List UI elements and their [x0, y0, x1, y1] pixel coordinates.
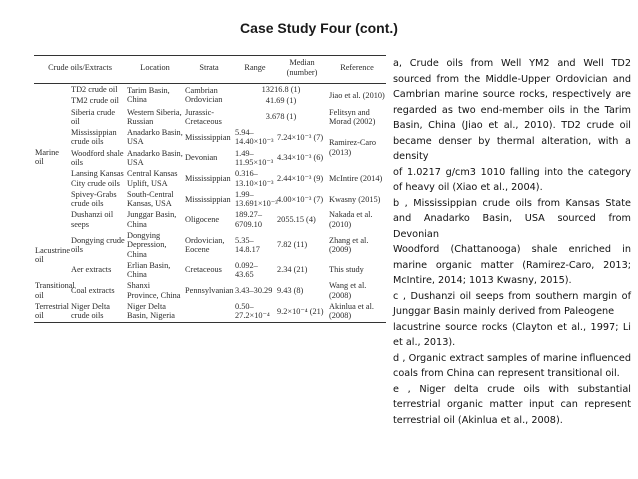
- cell-median: 9.43 (8): [277, 286, 304, 296]
- cell-name: Niger Delta crude oils: [71, 301, 110, 321]
- cell-range: 0.50–27.2×10⁻⁴: [235, 301, 270, 321]
- note-paragraph: a, Crude oils from Well YM2 and Well TD2 sourced from the Middle-Upper Ordovician and Cambrian marine source rocks, respectively are regarded as two end-member oils in the Tarim Basin, China (Jiao et al., 2010). TD2 crude oil became denser by thermal alteration, with a density: [393, 58, 631, 162]
- cell-name: TM2 crude oil: [71, 96, 119, 106]
- cell-name: Spivey-Grabs crude oils: [71, 189, 117, 209]
- cell-range: 5.35–14.8.17: [235, 235, 260, 254]
- note-paragraph: d , Organic extract samples of marine influenced coals from China can represent transitional oil.: [393, 352, 631, 379]
- cell-range: 13216.8 (1): [261, 85, 301, 95]
- cell-name: Dushanzi oil seeps: [71, 210, 114, 229]
- cell-median: 2.34 (21): [277, 265, 308, 275]
- note-paragraph: of 1.0217 g/cm3 1010 falling into the category of heavy oil (Xiao et al., 2004).: [393, 166, 631, 193]
- header-crude-oils: Crude oils/Extracts: [48, 62, 112, 72]
- cell-name: Coal extracts: [71, 286, 115, 296]
- table-row: [34, 230, 386, 260]
- table-row: [34, 107, 386, 128]
- note-paragraph: b , Mississippian crude oils from Kansas State and Anadarko Basin, USA sourced from Devonian: [393, 197, 631, 240]
- header-range: Range: [244, 62, 266, 72]
- table-row: [34, 127, 386, 148]
- cell-strata: Cretaceous: [185, 265, 222, 275]
- cell-reference: Kwasny (2015): [329, 194, 381, 204]
- note-paragraph: e , Niger delta crude oils with substantial terrestrial organic matter input can represent terrestrial oil (Akinlua et al., 2008).: [393, 383, 631, 426]
- crude-oil-table: [34, 55, 386, 323]
- cell-median: 4.34×10⁻³ (6): [277, 153, 324, 163]
- table-row: [34, 301, 386, 322]
- table-header-row: [34, 56, 386, 84]
- cell-reference: McIntire (2014): [329, 173, 383, 183]
- cell-range: 5.94–14.40×10⁻³: [235, 128, 274, 147]
- note-paragraph: Woodford (Chattanooga) shale enriched in marine organic matter (Ramirez-Caro, 2013; McIntire, 2014; 1013 Kwasny, 2015).: [393, 244, 631, 286]
- cell-range: 189.27–6709.10: [235, 210, 262, 229]
- cell-strata: Mississippian: [185, 194, 231, 204]
- cell-location: Dongying Depression, China: [127, 231, 167, 259]
- cell-reference: Zhang et al. (2009): [329, 235, 369, 254]
- table-row: [34, 209, 386, 230]
- cell-reference: Felitsyn and Morad (2002): [329, 107, 376, 126]
- category-marine: Marine oil: [35, 147, 59, 167]
- cell-range: 3.43–30.29: [235, 286, 273, 296]
- cell-range: 1.49–11.95×10⁻³: [235, 148, 274, 168]
- cell-location: South-Central Kansas, USA: [127, 189, 174, 209]
- cell-median: 2.44×10⁻³ (9): [277, 173, 324, 183]
- cell-reference: Ramirez-Caro (2013): [329, 138, 377, 157]
- cell-location: Anadarko Basin, USA: [127, 148, 183, 168]
- header-median: Median (number): [286, 58, 318, 77]
- cell-strata: Cambrian Ordovician: [185, 86, 223, 105]
- cell-location: Erlian Basin, China: [127, 260, 171, 280]
- category-terrestrial: Terrestrial oil: [35, 301, 69, 321]
- cell-median: 7.24×10⁻³ (7): [277, 132, 324, 142]
- notes-text: [393, 56, 631, 428]
- cell-strata: Mississippian: [185, 132, 231, 142]
- cell-range: 3.678 (1): [265, 112, 297, 122]
- table-row: [34, 168, 386, 189]
- cell-reference: This study: [329, 265, 364, 275]
- cell-location: Niger Delta Basin, Nigeria: [127, 301, 175, 321]
- header-strata: Strata: [199, 62, 219, 72]
- cell-median: 9.2×10⁻⁴ (21): [277, 306, 324, 316]
- cell-location: Western Siberia, Russian: [127, 107, 182, 126]
- slide-title: Case Study Four (cont.): [240, 20, 398, 36]
- cell-location: Anadarko Basin, USA: [127, 128, 183, 147]
- cell-range: 0.092–43.65: [235, 260, 258, 280]
- cell-location: Shanxi Province, China: [127, 281, 181, 300]
- cell-location: Central Kansas Uplift, USA: [127, 169, 178, 188]
- cell-range: 41.69 (1): [265, 96, 297, 106]
- cell-reference: Wang et al. (2008): [329, 281, 367, 300]
- cell-strata: Ordovician, Eocene: [185, 235, 225, 254]
- note-paragraph: c , Dushanzi oil seeps from southern margin of Junggar Basin mainly derived from Paleogene: [393, 290, 631, 317]
- cell-name: Siberia crude oil: [71, 107, 116, 126]
- cell-name: Mississippian crude oils: [71, 128, 117, 147]
- category-lacustrine: Lacustrine oil: [35, 245, 71, 265]
- data-table-image: [34, 55, 386, 323]
- cell-name: Dongying crude oils: [71, 235, 125, 254]
- cell-strata: Devonian: [185, 153, 218, 163]
- cell-location: Junggar Basin, China: [127, 210, 177, 229]
- cell-range: 0.316–13.10×10⁻³: [235, 169, 274, 188]
- category-transitional: Transitional oil: [35, 281, 75, 300]
- table-row: [34, 260, 386, 281]
- cell-reference: Nakada et al. (2010): [329, 210, 373, 229]
- table-row: [34, 84, 386, 96]
- cell-median: 2055.15 (4): [277, 215, 316, 225]
- table-row: [34, 280, 386, 301]
- cell-location: Tarim Basin, China: [127, 86, 170, 105]
- cell-strata: Oligocene: [185, 215, 220, 225]
- header-location: Location: [140, 62, 170, 72]
- header-reference: Reference: [340, 62, 374, 72]
- cell-strata: Jurassic-Cretaceous: [185, 107, 222, 126]
- cell-range: 1.99–13.691×10⁻³: [235, 189, 278, 209]
- cell-name: Woodford shale oils: [71, 148, 124, 168]
- cell-name: TD2 crude oil: [71, 85, 118, 95]
- cell-reference: Akinlua et al. (2008): [329, 301, 374, 321]
- cell-strata: Pennsylvanian: [185, 286, 234, 296]
- note-paragraph: lacustrine source rocks (Clayton et al., 1997; Li et al., 2013).: [393, 321, 631, 348]
- cell-strata: Mississippian: [185, 173, 231, 183]
- cell-median: 4.00×10⁻³ (7): [277, 194, 324, 204]
- cell-name: Aer extracts: [71, 265, 112, 275]
- cell-reference: Jiao et al. (2010): [329, 90, 385, 100]
- cell-strata: [184, 301, 234, 322]
- cell-name: Lansing Kansas City crude oils: [71, 169, 124, 188]
- cell-median: 7.82 (11): [277, 240, 308, 250]
- table-row: [34, 189, 386, 210]
